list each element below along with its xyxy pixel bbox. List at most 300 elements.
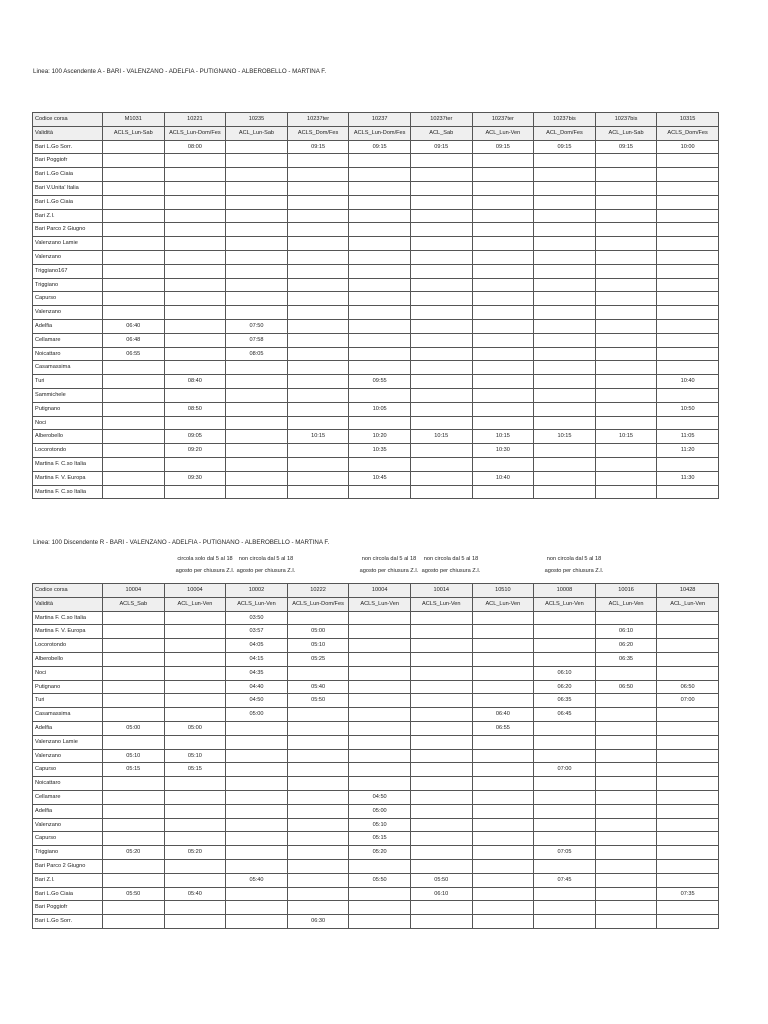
stop-name: Bari Z.I.	[33, 873, 103, 887]
stop-name: Bari L.Go Sorr.	[33, 915, 103, 929]
validity-cell: ACL_Lun-Ven	[657, 597, 719, 611]
time-cell	[657, 292, 719, 306]
time-cell	[472, 901, 534, 915]
time-cell	[410, 181, 472, 195]
time-cell	[287, 666, 349, 680]
time-cell	[287, 873, 349, 887]
time-cell	[164, 278, 226, 292]
validity-cell: ACLS_Dom/Fes	[287, 126, 349, 140]
time-cell	[349, 264, 411, 278]
trip-code: M1031	[103, 113, 165, 127]
time-cell: 09:55	[349, 375, 411, 389]
time-cell	[534, 471, 596, 485]
time-cell	[103, 306, 165, 320]
time-cell	[534, 749, 596, 763]
time-cell	[103, 485, 165, 499]
time-cell: 06:10	[410, 887, 472, 901]
time-cell: 05:15	[349, 832, 411, 846]
trip-code: 10237ter	[472, 113, 534, 127]
time-cell	[164, 181, 226, 195]
time-cell	[534, 652, 596, 666]
time-cell	[595, 804, 657, 818]
time-cell	[595, 444, 657, 458]
time-cell	[226, 735, 288, 749]
time-cell: 10:35	[349, 444, 411, 458]
stop-name: Bari Poggiofr	[33, 901, 103, 915]
time-cell	[410, 168, 472, 182]
time-cell	[287, 375, 349, 389]
stop-name: Capurso	[33, 763, 103, 777]
time-cell	[657, 195, 719, 209]
time-cell	[410, 639, 472, 653]
time-cell	[472, 846, 534, 860]
time-cell	[226, 237, 288, 251]
time-cell	[103, 790, 165, 804]
time-cell	[472, 402, 534, 416]
time-cell	[103, 652, 165, 666]
time-cell: 10:15	[287, 430, 349, 444]
stop-name: Bari Poggiofr	[33, 154, 103, 168]
validity-cell: ACL_Lun-Ven	[472, 597, 534, 611]
time-cell	[595, 195, 657, 209]
validity-cell: ACLS_Lun-Ven	[349, 597, 411, 611]
time-cell	[534, 264, 596, 278]
time-cell: 09:15	[595, 140, 657, 154]
time-cell	[287, 168, 349, 182]
time-cell	[103, 639, 165, 653]
time-cell	[595, 375, 657, 389]
stop-name: Noicattaro	[33, 777, 103, 791]
time-cell	[349, 319, 411, 333]
time-cell	[595, 154, 657, 168]
stop-name: Putignano	[33, 680, 103, 694]
time-cell	[349, 901, 411, 915]
time-cell	[226, 168, 288, 182]
time-cell	[657, 901, 719, 915]
table-row	[33, 154, 719, 168]
time-cell	[657, 639, 719, 653]
table-row	[33, 250, 719, 264]
header-row	[33, 584, 719, 598]
trip-code: 10014	[410, 584, 472, 598]
time-cell: 05:20	[103, 846, 165, 860]
time-cell	[410, 416, 472, 430]
time-cell: 06:45	[534, 708, 596, 722]
time-cell	[472, 749, 534, 763]
time-cell	[226, 181, 288, 195]
time-cell: 11:30	[657, 471, 719, 485]
table-row	[33, 237, 719, 251]
table-row	[33, 333, 719, 347]
time-cell	[472, 347, 534, 361]
time-cell	[287, 333, 349, 347]
time-cell: 09:30	[164, 471, 226, 485]
time-cell	[472, 457, 534, 471]
table-row	[33, 859, 719, 873]
time-cell	[103, 278, 165, 292]
time-cell	[103, 804, 165, 818]
time-cell	[226, 915, 288, 929]
time-cell	[534, 915, 596, 929]
time-cell	[472, 832, 534, 846]
time-cell	[103, 873, 165, 887]
time-cell	[287, 777, 349, 791]
time-cell: 05:10	[103, 749, 165, 763]
time-cell	[103, 818, 165, 832]
time-cell: 10:00	[657, 140, 719, 154]
time-cell	[349, 666, 411, 680]
time-cell	[534, 457, 596, 471]
time-cell	[410, 333, 472, 347]
table-row	[33, 846, 719, 860]
time-cell	[410, 680, 472, 694]
time-cell: 06:10	[595, 625, 657, 639]
stop-name: Turi	[33, 375, 103, 389]
stop-name: Capurso	[33, 292, 103, 306]
time-cell	[410, 749, 472, 763]
time-cell: 04:50	[226, 694, 288, 708]
trip-code: 10002	[226, 584, 288, 598]
time-cell: 05:20	[349, 846, 411, 860]
time-cell	[472, 735, 534, 749]
time-cell	[226, 846, 288, 860]
time-cell	[410, 237, 472, 251]
time-cell	[164, 694, 226, 708]
time-cell	[164, 361, 226, 375]
validity-cell: ACLS_Lun-Sab	[103, 126, 165, 140]
time-cell: 06:40	[472, 708, 534, 722]
validity-cell: ACLS_Lun-Ven	[410, 597, 472, 611]
stop-name: Locorotondo	[33, 639, 103, 653]
time-cell	[534, 250, 596, 264]
time-cell	[103, 375, 165, 389]
validity-cell: ACL_Lun-Ven	[472, 126, 534, 140]
time-cell: 10:15	[472, 430, 534, 444]
stop-name: Martina F. V. Europa	[33, 471, 103, 485]
time-cell	[472, 195, 534, 209]
time-cell	[103, 154, 165, 168]
stop-name: Bari L.Go Sorr.	[33, 140, 103, 154]
time-cell	[534, 444, 596, 458]
time-cell	[410, 471, 472, 485]
time-cell	[164, 680, 226, 694]
stop-name: Noci	[33, 416, 103, 430]
time-cell	[534, 402, 596, 416]
time-cell: 10:40	[657, 375, 719, 389]
validity-row	[33, 597, 719, 611]
time-cell: 06:50	[657, 680, 719, 694]
stop-name: Bari L.Go Ciaia	[33, 168, 103, 182]
time-cell	[349, 416, 411, 430]
time-cell	[287, 790, 349, 804]
time-cell	[534, 195, 596, 209]
time-cell: 05:50	[103, 887, 165, 901]
time-cell	[595, 388, 657, 402]
stop-name: Bari Z.I.	[33, 209, 103, 223]
time-cell	[103, 168, 165, 182]
time-cell	[349, 485, 411, 499]
time-cell	[103, 708, 165, 722]
time-cell: 05:10	[164, 749, 226, 763]
stop-name: Bari Parco 2 Giugno	[33, 859, 103, 873]
time-cell	[534, 485, 596, 499]
time-cell	[595, 264, 657, 278]
table-row	[33, 195, 719, 209]
time-cell	[226, 457, 288, 471]
time-cell	[103, 223, 165, 237]
time-cell	[287, 708, 349, 722]
time-cell	[226, 763, 288, 777]
time-cell	[349, 361, 411, 375]
time-cell	[595, 485, 657, 499]
time-cell	[657, 804, 719, 818]
time-cell	[657, 846, 719, 860]
table-row	[33, 777, 719, 791]
time-cell: 06:55	[103, 347, 165, 361]
validity-cell: ACL_Lun-Sab	[595, 126, 657, 140]
time-cell	[226, 375, 288, 389]
validity-cell: ACL_Dom/Fes	[534, 126, 596, 140]
time-cell: 07:45	[534, 873, 596, 887]
time-cell	[349, 611, 411, 625]
time-cell	[164, 347, 226, 361]
time-cell	[410, 611, 472, 625]
time-cell	[349, 639, 411, 653]
time-cell	[657, 306, 719, 320]
time-cell	[472, 485, 534, 499]
time-cell	[472, 264, 534, 278]
table-row	[33, 375, 719, 389]
time-cell	[226, 361, 288, 375]
time-cell: 05:00	[349, 804, 411, 818]
table-row	[33, 652, 719, 666]
trip-code: 10428	[657, 584, 719, 598]
time-cell: 09:05	[164, 430, 226, 444]
stop-name: Cellamare	[33, 790, 103, 804]
time-cell: 10:30	[472, 444, 534, 458]
time-cell	[164, 666, 226, 680]
time-cell	[287, 721, 349, 735]
time-cell	[287, 457, 349, 471]
time-cell: 07:50	[226, 319, 288, 333]
time-cell	[657, 832, 719, 846]
time-cell: 05:10	[287, 639, 349, 653]
time-cell	[226, 444, 288, 458]
time-cell	[657, 652, 719, 666]
time-cell	[349, 721, 411, 735]
trip-code: 10235	[226, 113, 288, 127]
time-cell	[287, 901, 349, 915]
trip-code: 10237bis	[534, 113, 596, 127]
time-cell	[595, 859, 657, 873]
time-cell	[595, 471, 657, 485]
time-cell	[103, 625, 165, 639]
time-cell	[657, 333, 719, 347]
time-cell	[534, 804, 596, 818]
time-cell	[164, 804, 226, 818]
time-cell	[349, 915, 411, 929]
time-cell	[349, 887, 411, 901]
time-cell	[226, 430, 288, 444]
time-cell	[595, 846, 657, 860]
time-cell: 04:35	[226, 666, 288, 680]
time-cell	[103, 666, 165, 680]
time-cell	[472, 790, 534, 804]
table-row	[33, 223, 719, 237]
time-cell	[226, 264, 288, 278]
time-cell: 04:15	[226, 652, 288, 666]
time-cell	[595, 735, 657, 749]
time-cell	[410, 292, 472, 306]
time-cell: 08:00	[164, 140, 226, 154]
time-cell: 05:00	[287, 625, 349, 639]
time-cell	[472, 777, 534, 791]
time-cell	[472, 361, 534, 375]
time-cell	[595, 237, 657, 251]
time-cell	[410, 485, 472, 499]
table-row	[33, 278, 719, 292]
time-cell	[103, 388, 165, 402]
stop-name: Bari L.Go Ciaia	[33, 195, 103, 209]
time-cell	[595, 749, 657, 763]
time-cell	[164, 611, 226, 625]
time-cell	[349, 195, 411, 209]
time-cell	[595, 250, 657, 264]
time-cell	[349, 625, 411, 639]
stop-name: Sammichele	[33, 388, 103, 402]
time-cell	[472, 763, 534, 777]
time-cell	[103, 292, 165, 306]
time-cell	[534, 721, 596, 735]
time-cell	[287, 361, 349, 375]
table-row	[33, 430, 719, 444]
time-cell	[472, 887, 534, 901]
trip-code: 10221	[164, 113, 226, 127]
time-cell: 10:15	[534, 430, 596, 444]
time-cell	[472, 223, 534, 237]
note: non circola dal 5 al 18 agosto per chiusura Z.I.	[236, 556, 296, 574]
time-cell: 06:55	[472, 721, 534, 735]
time-cell	[410, 195, 472, 209]
time-cell: 06:35	[595, 652, 657, 666]
time-cell	[657, 168, 719, 182]
time-cell	[472, 666, 534, 680]
table-row	[33, 319, 719, 333]
time-cell	[410, 666, 472, 680]
time-cell	[595, 223, 657, 237]
time-cell	[226, 223, 288, 237]
time-cell	[349, 168, 411, 182]
time-cell	[595, 721, 657, 735]
time-cell	[534, 361, 596, 375]
time-cell	[103, 777, 165, 791]
time-cell	[226, 292, 288, 306]
validity-label: Validità	[33, 126, 103, 140]
time-cell	[534, 154, 596, 168]
trip-code: 10004	[164, 584, 226, 598]
time-cell	[657, 250, 719, 264]
time-cell: 06:20	[595, 639, 657, 653]
time-cell	[657, 625, 719, 639]
table-row	[33, 887, 719, 901]
time-cell	[410, 708, 472, 722]
time-cell	[164, 416, 226, 430]
table-row	[33, 694, 719, 708]
time-cell	[287, 223, 349, 237]
note: circola solo dal 5 al 18 agosto per chiusura Z.I.	[175, 556, 235, 574]
time-cell	[226, 250, 288, 264]
table-row	[33, 901, 719, 915]
time-cell	[410, 832, 472, 846]
time-cell: 04:05	[226, 639, 288, 653]
time-cell	[534, 333, 596, 347]
time-cell	[595, 361, 657, 375]
time-cell	[534, 292, 596, 306]
time-cell: 05:00	[164, 721, 226, 735]
time-cell	[657, 708, 719, 722]
time-cell	[534, 735, 596, 749]
time-cell: 09:15	[287, 140, 349, 154]
time-cell	[657, 181, 719, 195]
time-cell	[410, 625, 472, 639]
time-cell: 06:30	[287, 915, 349, 929]
time-cell	[287, 319, 349, 333]
time-cell	[164, 652, 226, 666]
table-row	[33, 416, 719, 430]
time-cell	[534, 168, 596, 182]
time-cell: 05:40	[164, 887, 226, 901]
time-cell	[287, 735, 349, 749]
time-cell	[287, 818, 349, 832]
time-cell	[349, 278, 411, 292]
time-cell	[595, 887, 657, 901]
time-cell: 10:05	[349, 402, 411, 416]
time-cell	[410, 209, 472, 223]
stop-name: Triggiano	[33, 278, 103, 292]
stop-name: Casamassima	[33, 361, 103, 375]
time-cell	[657, 859, 719, 873]
time-cell	[595, 333, 657, 347]
table-row	[33, 625, 719, 639]
time-cell	[226, 818, 288, 832]
time-cell	[287, 181, 349, 195]
time-cell	[472, 388, 534, 402]
time-cell: 03:57	[226, 625, 288, 639]
time-cell	[164, 264, 226, 278]
table2-timetable	[32, 583, 719, 929]
trip-code: 10016	[595, 584, 657, 598]
time-cell	[595, 416, 657, 430]
time-cell	[164, 292, 226, 306]
time-cell	[595, 777, 657, 791]
time-cell	[103, 611, 165, 625]
time-cell	[472, 333, 534, 347]
time-cell	[410, 306, 472, 320]
time-cell	[472, 306, 534, 320]
time-cell	[103, 237, 165, 251]
time-cell	[164, 485, 226, 499]
note: non circola dal 5 al 18 agosto per chiusura Z.I.	[421, 556, 481, 574]
time-cell	[595, 278, 657, 292]
time-cell	[595, 708, 657, 722]
time-cell	[226, 471, 288, 485]
time-cell	[472, 625, 534, 639]
time-cell	[534, 375, 596, 389]
time-cell	[349, 250, 411, 264]
time-cell	[349, 749, 411, 763]
stop-name: Capurso	[33, 832, 103, 846]
trip-code: 10008	[534, 584, 596, 598]
